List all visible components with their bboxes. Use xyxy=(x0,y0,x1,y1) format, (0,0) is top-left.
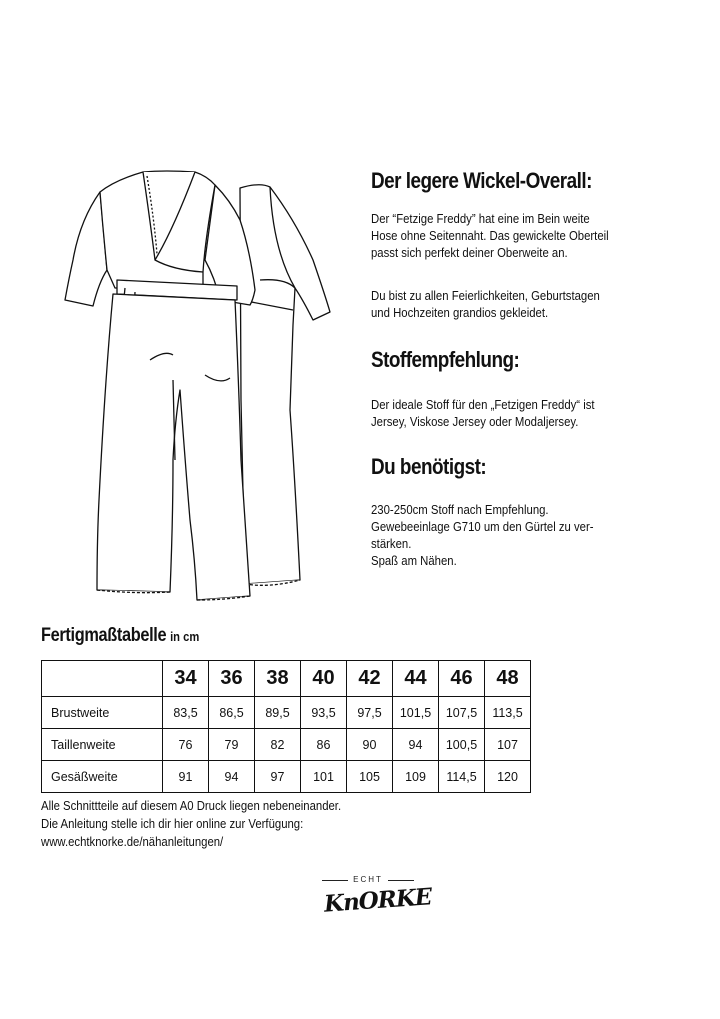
heading-fabric: Stoffempfehlung: xyxy=(371,347,520,372)
description-paragraph-2 xyxy=(371,287,702,321)
value-cell: 93,5 xyxy=(301,697,347,729)
text-line: Spaß am Nähen. xyxy=(371,553,457,568)
value-cell: 79 xyxy=(209,729,255,761)
value-cell: 86,5 xyxy=(209,697,255,729)
value-cell: 94 xyxy=(393,729,439,761)
value-cell: 100,5 xyxy=(439,729,485,761)
heading-requirements: Du benötigst: xyxy=(371,454,487,479)
size-cell: 34 xyxy=(163,661,209,697)
size-table xyxy=(41,660,531,793)
value-cell: 86 xyxy=(301,729,347,761)
text-line: passt sich perfekt deiner Oberweite an. xyxy=(371,245,568,260)
size-cell: 36 xyxy=(209,661,255,697)
size-cell: 46 xyxy=(439,661,485,697)
size-cell: 42 xyxy=(347,661,393,697)
text-line: stärken. xyxy=(371,536,412,551)
table-header-row xyxy=(42,661,531,697)
value-cell: 76 xyxy=(163,729,209,761)
size-table-title xyxy=(41,625,199,647)
description-paragraph-1 xyxy=(371,210,702,261)
jumpsuit-illustration xyxy=(55,160,355,620)
logo-main-text: KnORKE xyxy=(323,883,433,918)
value-cell: 91 xyxy=(163,761,209,793)
footer-text xyxy=(41,797,390,851)
table-corner-cell xyxy=(42,661,163,697)
table-title-text: Fertigmaßtabelle xyxy=(41,625,167,646)
value-cell: 82 xyxy=(255,729,301,761)
echt-knorke-logo xyxy=(318,875,433,925)
value-cell: 120 xyxy=(485,761,531,793)
back-view-drawing xyxy=(240,185,330,586)
text-line: Der “Fetzige Freddy” hat eine im Bein weite xyxy=(371,211,590,226)
heading-overall: Der legere Wickel-Overall: xyxy=(371,168,592,193)
size-cell: 44 xyxy=(393,661,439,697)
table-unit: in cm xyxy=(170,629,200,644)
logo-top-text: ECHT xyxy=(318,875,418,884)
footer-line: Alle Schnittteile auf diesem A0 Druck liegen nebeneinander. xyxy=(41,798,342,813)
value-cell: 107 xyxy=(485,729,531,761)
row-label: Brustweite xyxy=(42,697,163,729)
value-cell: 109 xyxy=(393,761,439,793)
value-cell: 101 xyxy=(301,761,347,793)
text-line: Der ideale Stoff für den „Fetzigen Freddy“ ist xyxy=(371,397,595,412)
value-cell: 90 xyxy=(347,729,393,761)
value-cell: 94 xyxy=(209,761,255,793)
row-label: Gesäßweite xyxy=(42,761,163,793)
size-cell: 38 xyxy=(255,661,301,697)
footer-line: Die Anleitung stelle ich dir hier online zur Verfügung: xyxy=(41,816,304,831)
table-row xyxy=(42,729,531,761)
front-view-drawing xyxy=(65,171,255,600)
value-cell: 97,5 xyxy=(347,697,393,729)
value-cell: 83,5 xyxy=(163,697,209,729)
text-line: und Hochzeiten grandios gekleidet. xyxy=(371,305,549,320)
requirements-list xyxy=(371,501,702,569)
table-row xyxy=(42,761,531,793)
table-row xyxy=(42,697,531,729)
value-cell: 89,5 xyxy=(255,697,301,729)
text-line: Gewebeeinlage G710 um den Gürtel zu ver- xyxy=(371,519,594,534)
footer-link[interactable]: www.echtknorke.de/nähanleitungen/ xyxy=(41,834,224,849)
value-cell: 113,5 xyxy=(485,697,531,729)
text-line: Hose ohne Seitennaht. Das gewickelte Oberteil xyxy=(371,228,609,243)
value-cell: 114,5 xyxy=(439,761,485,793)
size-cell: 40 xyxy=(301,661,347,697)
row-label: Taillenweite xyxy=(42,729,163,761)
value-cell: 97 xyxy=(255,761,301,793)
text-line: Du bist zu allen Feierlichkeiten, Geburtstagen xyxy=(371,288,600,303)
value-cell: 107,5 xyxy=(439,697,485,729)
text-line: 230-250cm Stoff nach Empfehlung. xyxy=(371,502,549,517)
text-line: Jersey, Viskose Jersey oder Modaljersey. xyxy=(371,414,579,429)
fabric-recommendation xyxy=(371,396,702,430)
size-cell: 48 xyxy=(485,661,531,697)
value-cell: 101,5 xyxy=(393,697,439,729)
value-cell: 105 xyxy=(347,761,393,793)
